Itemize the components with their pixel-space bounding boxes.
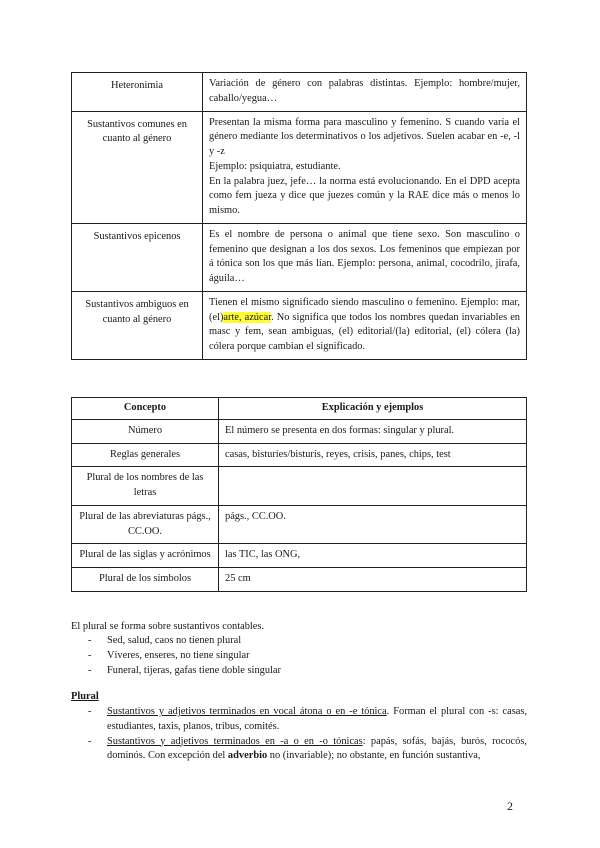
explanation-cell: El número se presenta en dos formas: singular y plural. xyxy=(219,419,527,443)
list-item-text: Víveres, enseres, no tiene singular xyxy=(107,649,250,661)
concept-cell: Plural de las siglas y acrónimos xyxy=(72,544,219,568)
table-row xyxy=(72,568,527,592)
concept-cell: Plural de las abreviaturas págs., CC.OO. xyxy=(72,505,219,544)
dash-marker: - xyxy=(88,664,92,676)
plural-section-title: Plural xyxy=(71,691,99,702)
explanation-cell xyxy=(219,467,527,506)
explanation-line: Presentan la misma forma para masculino y femenino. S cuando varía el género mediante los determinativos o los adjetivos. Suelen acabar en -e, -l y -z xyxy=(209,116,520,158)
explanation-line: En la palabra juez, jefe… la norma está evolucionando. En el DPD acepta como fem jueza y dice que juezes común y la RAE dice más o menos lo mismo. xyxy=(209,175,520,217)
number-table xyxy=(71,397,527,592)
concept-cell: Heteronimia xyxy=(72,73,203,112)
concept-cell: Reglas generales xyxy=(72,443,219,467)
table-header-row xyxy=(72,398,527,420)
bold-term: adverbio xyxy=(227,750,268,762)
table-row xyxy=(72,505,527,544)
highlighted-text: arte, azúcar xyxy=(223,311,272,323)
explanation-cell: 25 cm xyxy=(219,568,527,592)
concept-cell: Sustantivos ambiguos en cuanto al género xyxy=(72,291,203,359)
dash-marker: - xyxy=(88,706,92,717)
dash-marker: - xyxy=(88,649,92,661)
dash-marker: - xyxy=(88,635,92,646)
explanation-cell: casas, bisturíes/bisturís, reyes, crisis, panes, chips, test xyxy=(219,443,527,467)
table-row xyxy=(72,467,527,506)
table-row xyxy=(72,419,527,443)
explanation-cell xyxy=(203,291,527,359)
explanation-cell: las TIC, las ONG, xyxy=(219,544,527,568)
explanation-cell: págs., CC.OO. xyxy=(219,505,527,544)
plural-rules-list xyxy=(71,705,527,764)
table-row xyxy=(72,443,527,467)
table-row xyxy=(72,73,527,112)
concept-cell: Plural de los nombres de las letras xyxy=(72,467,219,506)
list-item xyxy=(71,634,527,649)
list-item xyxy=(71,649,527,664)
table-row xyxy=(72,291,527,359)
concept-cell: Número xyxy=(72,419,219,443)
explanation-cell xyxy=(203,111,527,223)
concept-cell: Plural de los símbolos xyxy=(72,568,219,592)
rule-text: : papás, sofás, bajás, burós, rococós, dominós. Con excepción del xyxy=(107,735,527,762)
plural-intro-list xyxy=(71,634,527,678)
rule-title: Sustantivos y adjetivos terminados en vocal átona o en -e tónica xyxy=(107,706,387,717)
gender-table xyxy=(71,72,527,360)
explanation-line: Ejemplo: psiquiatra, estudiante. xyxy=(209,160,341,172)
table-row xyxy=(72,111,527,223)
explanation-text: . No significa que todos los nombres quedan invariables en masc y fem, sean ambiguas, (el) editorial/(la) editorial, (el) cólera (la) cólera porque cambian el significado. xyxy=(209,311,521,353)
table-row xyxy=(72,544,527,568)
explanation-cell: Es el nombre de persona o animal que tiene sexo. Son masculino o femenino que designan a los dos sexos. Los femeninos que empiezan por á tónica son los que más lían. Ejemplo: persona, animal, cocodrilo, jirafa, águila… xyxy=(203,223,527,291)
rule-text: . Forman el plural con -s: casas, estudiantes, taxis, planos, tribus, comités. xyxy=(107,706,527,732)
explanation-cell: Variación de género con palabras distintas. Ejemplo: hombre/mujer, caballo/yegua… xyxy=(203,73,527,112)
plural-intro-text: El plural se forma sobre sustantivos contables. xyxy=(71,621,265,632)
explanation-text: Tienen el mismo significado siendo masculino o femenino. Ejemplo: mar, (el) xyxy=(209,296,520,323)
page-number: 2 xyxy=(507,799,513,813)
list-item-text: Sed, salud, caos no tienen plural xyxy=(107,635,242,646)
rule-title: Sustantivos y adjetivos terminados en -a o en -o tónicas xyxy=(107,735,363,747)
concept-cell: Sustantivos comunes en cuanto al género xyxy=(72,111,203,223)
column-header-concept: Concepto xyxy=(72,398,219,420)
list-item-text: Funeral, tijeras, gafas tiene doble singular xyxy=(107,664,281,676)
list-item xyxy=(71,735,527,765)
list-item xyxy=(71,664,527,679)
list-item xyxy=(71,705,527,735)
rule-text: no (invariable); no obstante, en función sustantiva, xyxy=(267,750,481,762)
column-header-explanation: Explicación y ejemplos xyxy=(219,398,527,420)
table-row xyxy=(72,223,527,291)
dash-marker: - xyxy=(88,735,92,747)
concept-cell: Sustantivos epicenos xyxy=(72,223,203,291)
